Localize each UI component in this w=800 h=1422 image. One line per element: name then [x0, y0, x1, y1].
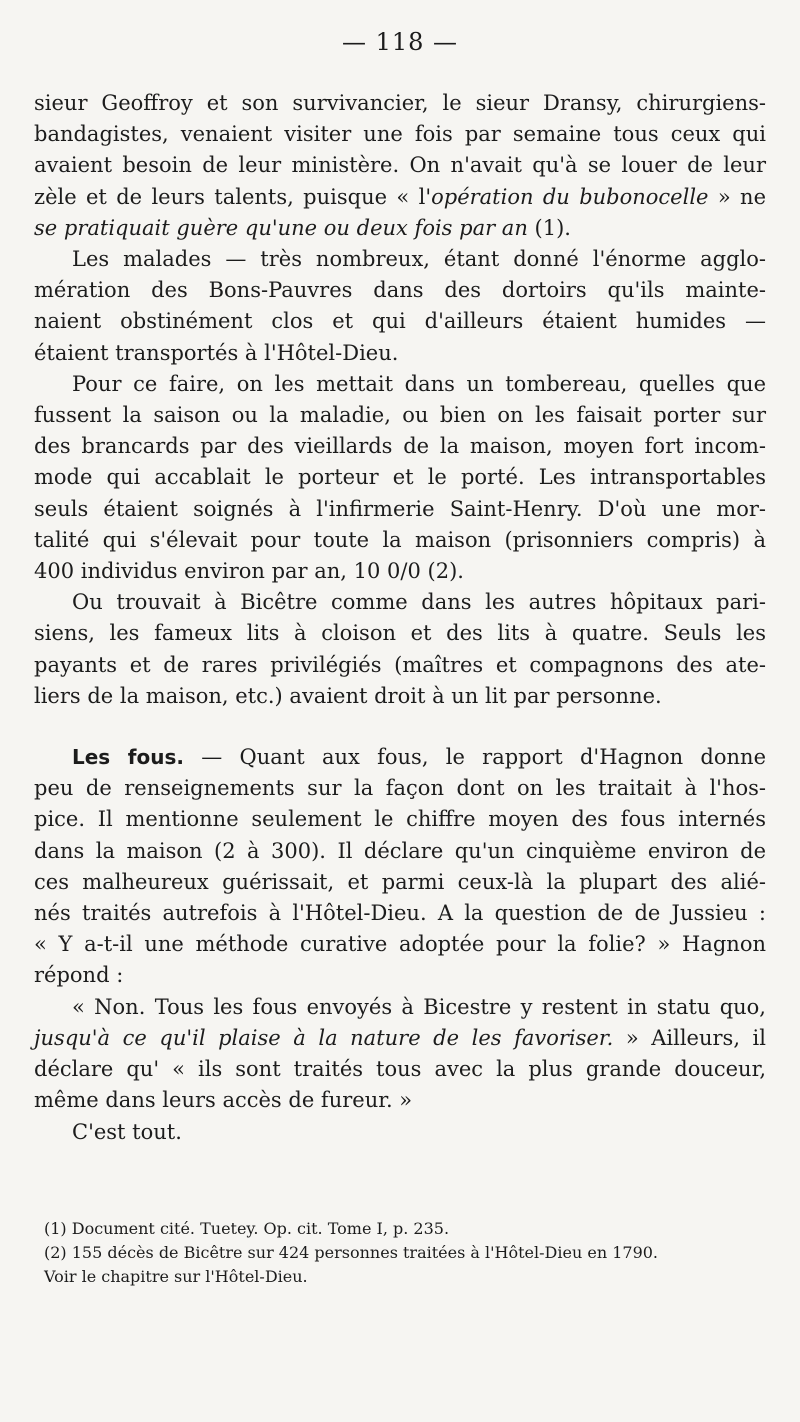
text-line: mération des Bons-Pauvres dans des dortoirs qu'ils mainte- [34, 278, 766, 303]
paragraph-6 [34, 992, 766, 1117]
section-gap [34, 712, 766, 742]
text-line: mode qui accablait le porteur et le porté. Les intransportables [34, 465, 766, 490]
text-line [34, 1023, 766, 1054]
paragraph-7 [34, 1117, 766, 1148]
text-line: étaient transportés à l'Hôtel-Dieu. [34, 340, 399, 365]
text-line [34, 182, 766, 213]
text-line: bandagistes, venaient visiter une fois par semaine tous ceux qui [34, 122, 766, 147]
italic-run: se pratiquait guère qu'une ou deux fois par an [34, 215, 528, 240]
text-line: naient obstinément clos et qui d'ailleurs étaient humides — [34, 309, 766, 334]
page-number: — 118 — [341, 28, 459, 56]
paragraph-1 [34, 88, 766, 244]
text-run: » Ailleurs, il [613, 1025, 766, 1050]
footnote-2-continued: Voir le chapitre sur l'Hôtel-Dieu. [44, 1267, 308, 1286]
footnote-2: (2) 155 décès de Bicêtre sur 424 personnes traitées à l'Hôtel-Dieu en 1790. [44, 1243, 659, 1262]
text-line: fussent la saison ou la maladie, ou bien on les faisait porter sur [34, 403, 766, 428]
text-run: — Quant aux fous, le rapport d'Hagnon donne [183, 745, 766, 770]
footnotes [44, 1217, 766, 1289]
text-line: même dans leurs accès de fureur. » [34, 1088, 413, 1113]
text-line: ces malheureux guérissait, et parmi ceux-là la plupart des alié- [34, 869, 766, 894]
text-line: déclare qu' « ils sont traités tous avec la plus grande douceur, [34, 1057, 766, 1082]
text-line: « Non. Tous les fous envoyés à Bicestre y restent in statu quo, [72, 994, 766, 1019]
text-line: avaient besoin de leur ministère. On n'avait qu'à se louer de leur [34, 153, 766, 178]
text-line: des brancards par des vieillards de la maison, moyen fort incom- [34, 434, 766, 459]
text-line: talité qui s'élevait pour toute la maison (prisonniers compris) à [34, 527, 766, 552]
paragraph-5 [34, 742, 766, 992]
text-line: répond : [34, 963, 124, 988]
text-line: « Y a-t-il une méthode curative adoptée pour la folie? » Hagnon [34, 932, 766, 957]
text-line: peu de renseignements sur la façon dont on les traitait à l'hos- [34, 776, 766, 801]
text-line: C'est tout. [72, 1119, 182, 1144]
text-line: nés traités autrefois à l'Hôtel-Dieu. A la question de de Jussieu : [34, 901, 766, 926]
text-line [34, 742, 766, 773]
text-run: (1). [527, 215, 571, 240]
text-line: payants et de rares privilégiés (maîtres et compagnons des ate- [34, 652, 766, 677]
paragraph-3 [34, 369, 766, 587]
footnote-1: (1) Document cité. Tuetey. Op. cit. Tome I, p. 235. [44, 1219, 450, 1238]
paragraph-4 [34, 587, 766, 712]
paragraph-2 [34, 244, 766, 369]
text-line: pice. Il mentionne seulement le chiffre moyen des fous internés [34, 807, 766, 832]
text-line [34, 213, 766, 244]
text-line: liers de la maison, etc.) avaient droit à un lit par personne. [34, 683, 662, 708]
text-line: seuls étaient soignés à l'infirmerie Saint-Henry. D'où une mor- [34, 496, 766, 521]
text-line: 400 individus environ par an, 10 0/0 (2). [34, 559, 464, 584]
body-text [34, 88, 766, 1148]
text-line: dans la maison (2 à 300). Il déclare qu'un cinquième environ de [34, 838, 766, 863]
text-run: » ne [708, 184, 766, 209]
text-run: zèle et de leurs talents, puisque « l' [34, 184, 432, 209]
italic-run: opération du bubonocelle [431, 184, 709, 209]
text-line: Pour ce faire, on les mettait dans un tombereau, quelles que [72, 371, 766, 396]
section-heading: Les fous. [72, 745, 184, 770]
text-line: Les malades — très nombreux, étant donné l'énorme agglo- [72, 247, 766, 272]
text-line: siens, les fameux lits à cloison et des lits à quatre. Seuls les [34, 621, 766, 646]
text-line: Ou trouvait à Bicêtre comme dans les autres hôpitaux pari- [72, 590, 766, 615]
italic-run: jusqu'à ce qu'il plaise à la nature de les favoriser. [34, 1025, 614, 1050]
text-line: sieur Geoffroy et son survivancier, le sieur Dransy, chirurgiens- [34, 91, 766, 115]
